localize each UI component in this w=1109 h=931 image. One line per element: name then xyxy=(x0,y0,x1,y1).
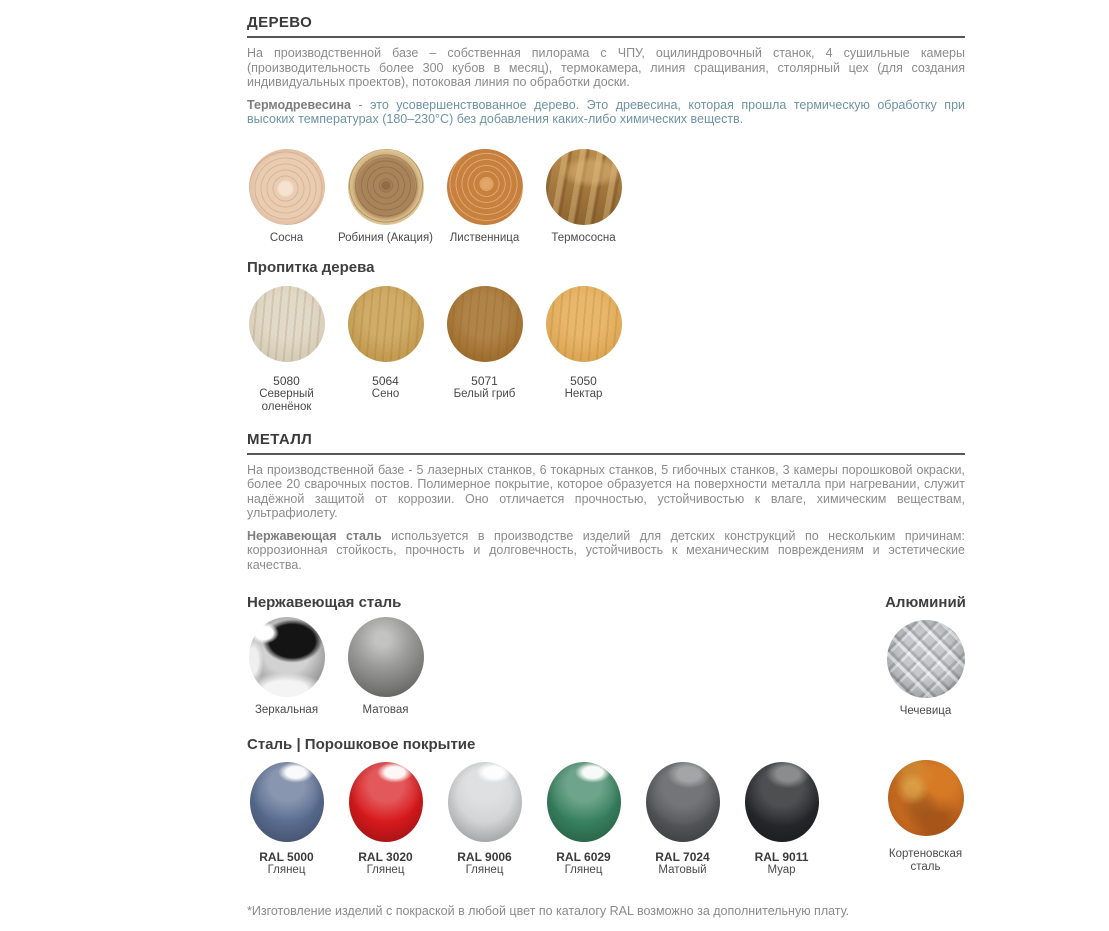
pine-cross-section-swatch xyxy=(249,149,325,225)
impregnation-name: Сено xyxy=(371,387,400,400)
ral-code: RAL 9011 xyxy=(754,850,809,864)
stainless-text: используется в производстве изделий для детских конструкций по нескольким причинам: коррозионная стойкость, прочность и долговечность, устойчивость к механическим повреждениям и эстетические качества. xyxy=(247,528,965,572)
thermowood-paragraph xyxy=(247,98,965,127)
ral-code: RAL 6029 xyxy=(556,850,611,864)
impregnation-item xyxy=(435,286,534,414)
stainless-lead: Нержавеющая сталь xyxy=(247,528,382,543)
stainless-row xyxy=(237,617,435,717)
impregnation-row xyxy=(237,286,965,414)
wood-species-item xyxy=(336,149,435,245)
robinia-cross-section-swatch xyxy=(348,149,424,225)
powder-title: Сталь | Порошковое покрытие xyxy=(247,736,476,753)
diamond-plate-swatch xyxy=(887,620,965,698)
matte-steel-sphere-swatch xyxy=(348,617,424,697)
stainless-column xyxy=(247,594,435,718)
impregnation-code: 5080 xyxy=(273,373,300,388)
thermowood-lead: Термодревесина xyxy=(247,97,351,112)
wood-species-item xyxy=(534,149,633,245)
ral-item xyxy=(534,762,633,877)
metal-title-rule xyxy=(247,453,965,455)
ral-item xyxy=(435,762,534,877)
stainless-finish-label: Матовая xyxy=(362,704,409,716)
ral-finish: Глянец xyxy=(267,864,306,876)
page-content xyxy=(247,0,965,931)
mirror-steel-sphere-swatch xyxy=(249,617,325,697)
impregnation-item xyxy=(534,286,633,414)
wood-title-rule xyxy=(247,36,965,38)
stainless-item xyxy=(237,617,336,717)
ral-item xyxy=(633,762,732,877)
wood-species-item xyxy=(435,149,534,245)
wood-section-title: ДЕРЕВО xyxy=(247,14,313,31)
ral-item xyxy=(237,762,336,877)
stainless-item xyxy=(336,617,435,717)
ral-row xyxy=(237,762,831,877)
wood-species-label: Робиния (Акация) xyxy=(337,231,433,244)
impregnation-color-swatch xyxy=(546,286,622,362)
impregnation-color-swatch xyxy=(447,286,523,362)
powder-column xyxy=(247,736,831,877)
footnote: *Изготовление изделий с покраской в любой цвет по каталогу RAL возможно за дополнительную плату. xyxy=(247,904,850,918)
impregnation-color-swatch xyxy=(348,286,424,362)
impregnation-code: 5064 xyxy=(372,373,399,388)
stainless-paragraph xyxy=(247,529,965,573)
impregnation-title: Пропитка дерева xyxy=(247,258,375,276)
aluminum-finish-label: Чечевица xyxy=(899,705,952,717)
metal-paragraph: На производственной базе - 5 лазерных станков, 6 токарных станков, 5 гибочных станков, 3 камеры порошковой окраски, более 20 сварочных постов. Полимерное покрытие, которое образуется на поверхности металла при нагревании, служит надёжной защитой от коррозии. Оно отличается прочностью, устойчивостью к влаге, химическим веществам, ультрафиолету. xyxy=(247,462,965,520)
wood-species-row xyxy=(237,149,965,245)
impregnation-code: 5071 xyxy=(471,373,498,388)
corten-label: Кортеновская сталь xyxy=(888,848,963,873)
stainless-finish-label: Зеркальная xyxy=(254,704,319,716)
ral-color-swatch xyxy=(349,762,423,842)
stainless-title: Нержавеющая сталь xyxy=(247,594,402,611)
corten-column xyxy=(876,736,975,877)
impregnation-item xyxy=(237,286,336,414)
ral-color-swatch xyxy=(250,762,324,842)
thermowood-text: - это усовершенствованное дерево. Это древесина, которая прошла термическую обработку при высоких температурах (180–230°С) без добавления каких-либо химических веществ. xyxy=(247,97,965,126)
larch-cross-section-swatch xyxy=(447,149,523,225)
ral-color-swatch xyxy=(547,762,621,842)
ral-code: RAL 3020 xyxy=(358,850,413,864)
wood-paragraph: На производственной базе – собственная пилорама с ЧПУ, оцилиндровочный станок, 4 сушильные камеры (производительность более 300 кубов в месяц), термокамера, линия сращивания, столярный цех (для создания индивидуальных проектов), потоковая линия по обработки доски. xyxy=(247,46,965,89)
stainless-aluminum-block xyxy=(247,594,965,718)
wood-species-label: Термососна xyxy=(551,231,616,244)
impregnation-name: Нектар xyxy=(564,387,603,400)
ral-finish: Муар xyxy=(767,864,796,876)
powder-coating-block xyxy=(247,736,965,877)
ral-color-swatch xyxy=(646,762,720,842)
ral-item xyxy=(732,762,831,877)
corten-steel-swatch xyxy=(888,760,964,836)
ral-finish: Глянец xyxy=(366,864,405,876)
aluminum-title: Алюминий xyxy=(885,594,966,611)
ral-color-swatch xyxy=(745,762,819,842)
impregnation-code: 5050 xyxy=(570,373,597,388)
ral-code: RAL 5000 xyxy=(259,850,314,864)
ral-code: RAL 7024 xyxy=(655,850,710,864)
metal-section-title: МЕТАЛЛ xyxy=(247,430,313,448)
wood-species-label: Сосна xyxy=(269,231,304,244)
ral-finish: Глянец xyxy=(564,864,603,876)
wood-species-item xyxy=(237,149,336,245)
ral-code: RAL 9006 xyxy=(457,850,512,864)
ral-finish: Глянец xyxy=(465,864,504,876)
thermo-pine-swatch xyxy=(546,149,622,225)
impregnation-color-swatch xyxy=(249,286,325,362)
impregnation-item xyxy=(336,286,435,414)
ral-item xyxy=(336,762,435,877)
ral-color-swatch xyxy=(448,762,522,842)
wood-species-label: Лиственница xyxy=(449,231,520,244)
aluminum-column xyxy=(876,594,975,718)
impregnation-name: Северный оленёнок xyxy=(259,387,314,413)
ral-finish: Матовый xyxy=(658,864,707,876)
impregnation-name: Белый гриб xyxy=(453,387,516,400)
